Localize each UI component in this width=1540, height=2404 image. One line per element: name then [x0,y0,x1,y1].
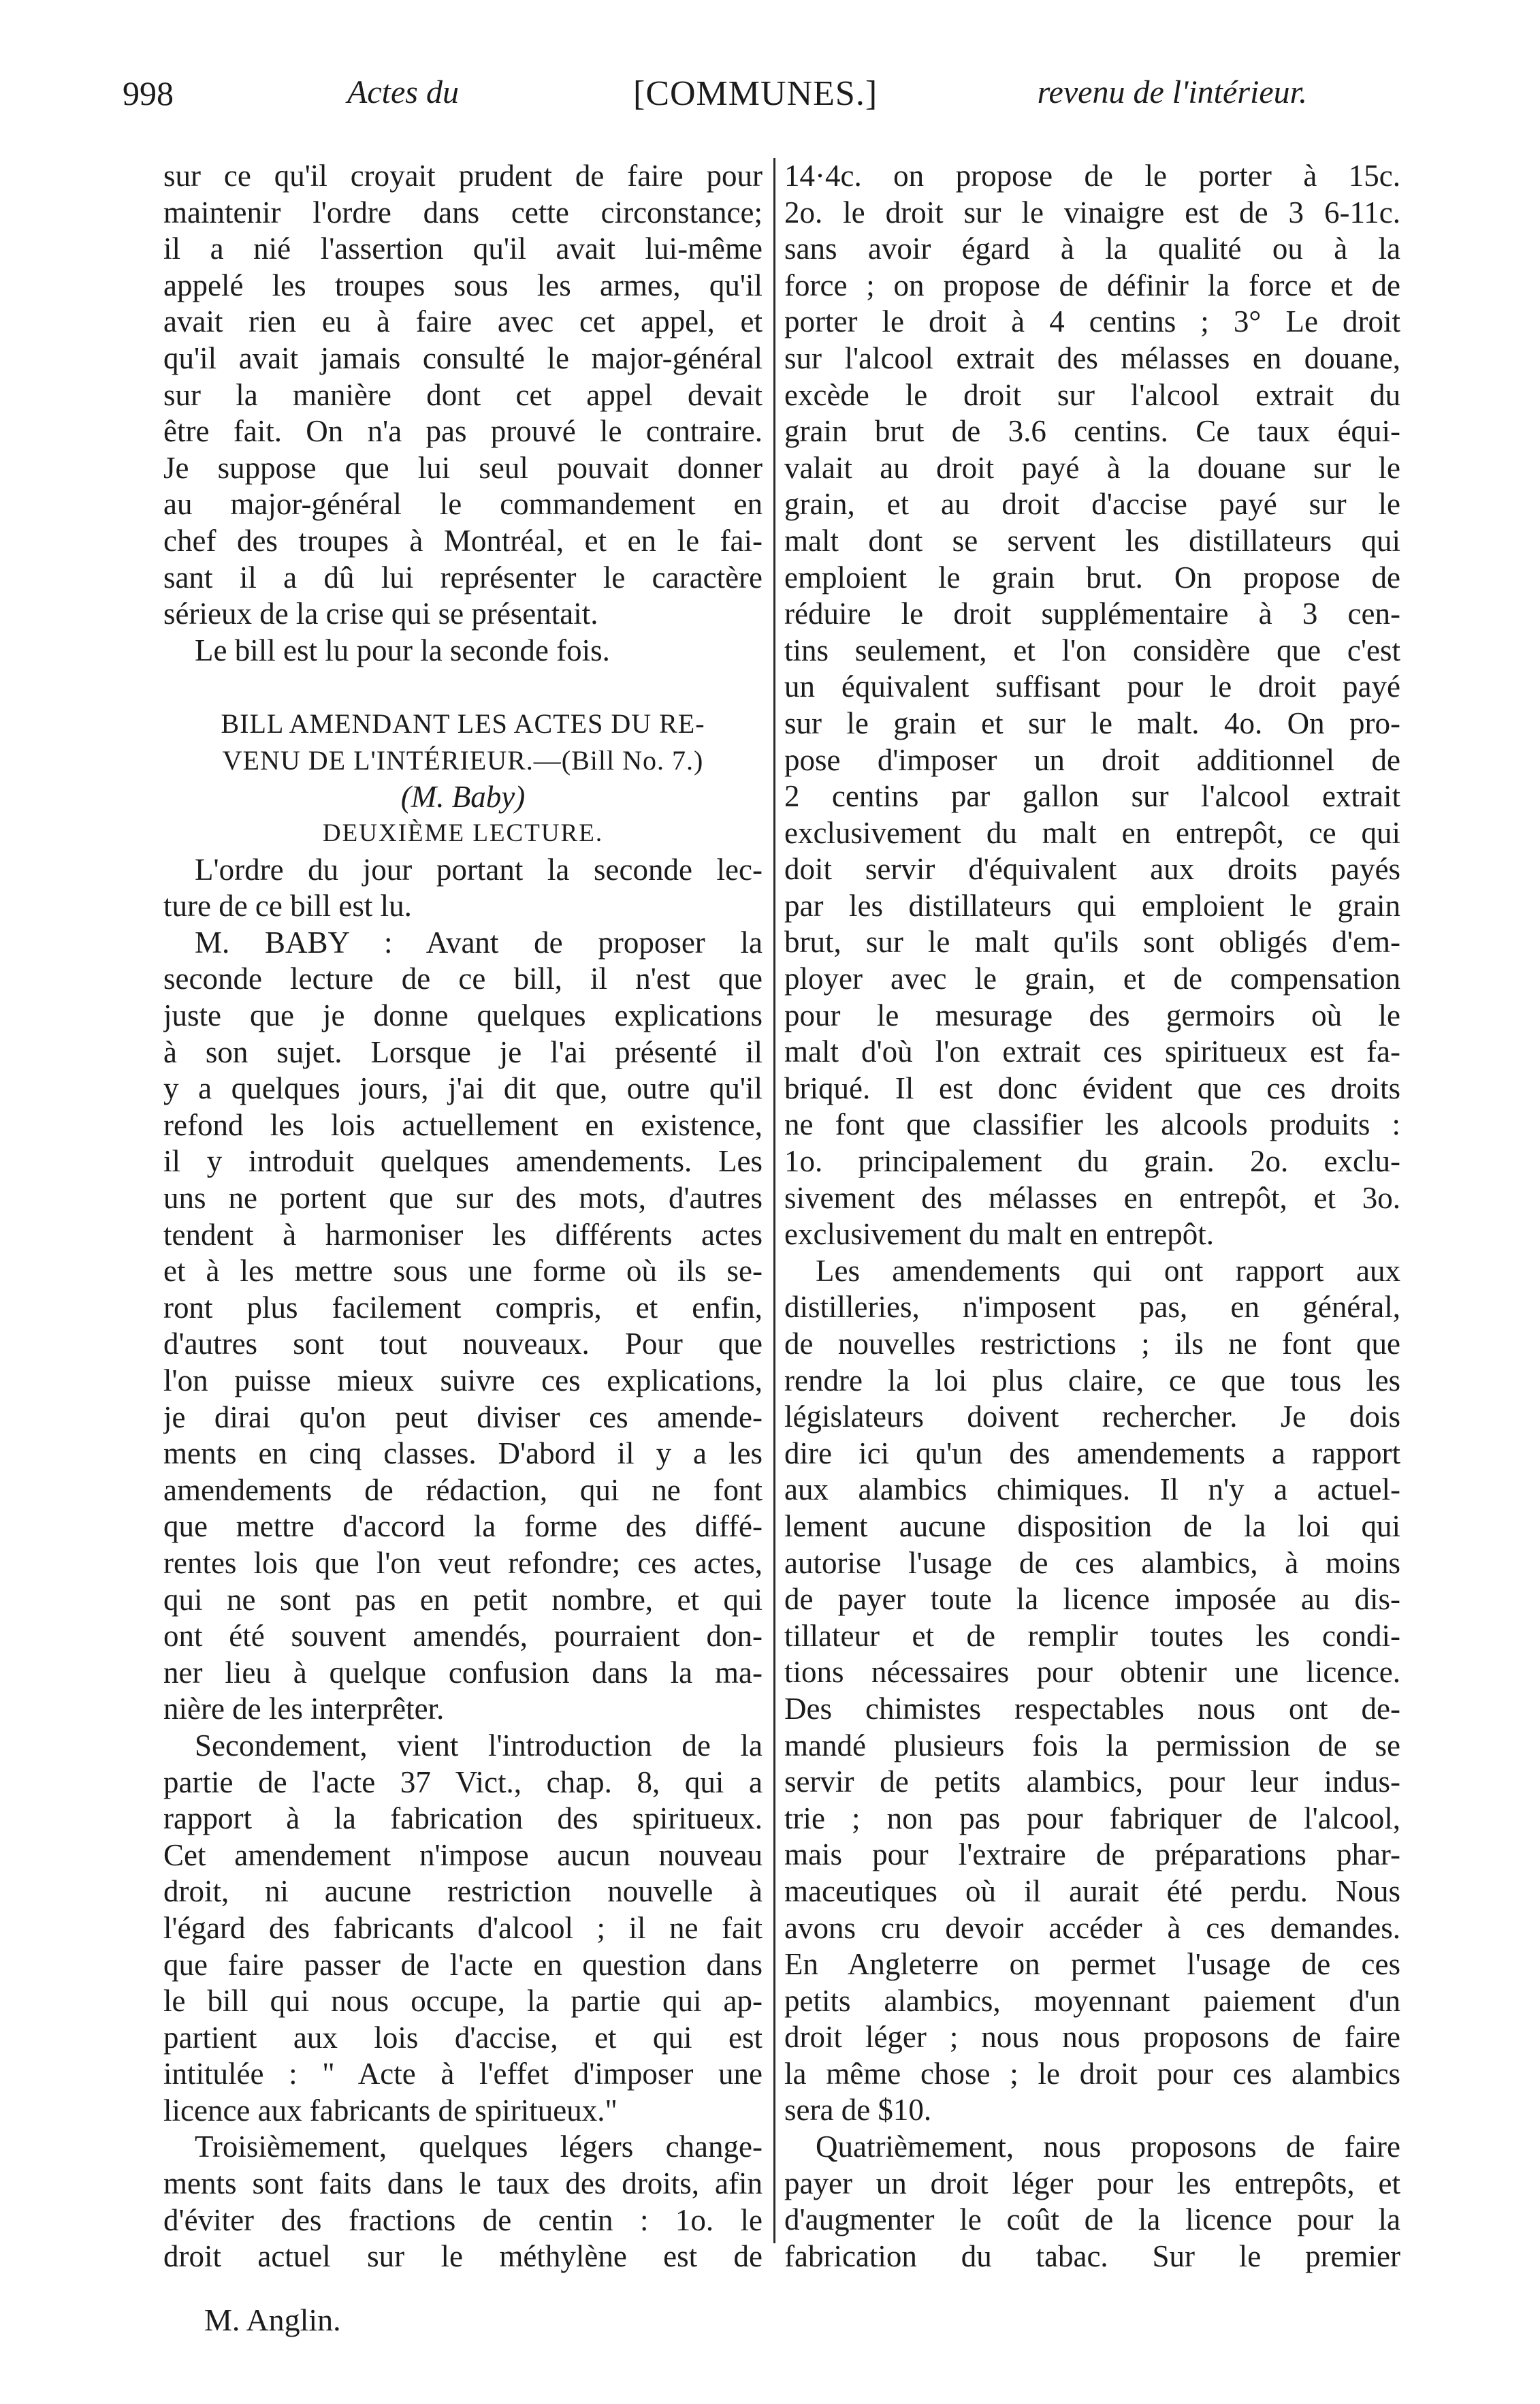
right-column-line: trie ; non pas pour fabriquer de l'alcool, [784,1801,1400,1835]
right-column-line: doit servir d'équivalent aux droits payés [784,852,1400,887]
right-column-line: Quatrièmement, nous proposons de faire [816,2130,1400,2164]
right-column-line: la même chose ; le droit pour ces alambics [784,2056,1400,2091]
right-column-line: exclusivement du malt en entrepôt, ce qui [784,815,1400,850]
left-column-line: ront plus facilement compris, et enfin, [163,1290,763,1325]
left-column-line: seconde lecture de ce bill, il n'est que [163,962,763,996]
left-column-line: qu'il avait jamais consulté le major-général [163,341,763,375]
right-column-line: avons cru devoir accéder à ces demandes. [784,1910,1400,1945]
left-column-line: ture de ce bill est lu. [163,889,412,923]
left-column-line: licence aux fabricants de spiritueux." [163,2093,617,2128]
left-column-line: amendements de rédaction, qui ne font [163,1472,763,1507]
left-column-line: maintenir l'ordre dans cette circonstance; [163,195,763,230]
left-column-line: il y introduit quelques amendements. Les [163,1144,763,1179]
right-column-line: Les amendements qui ont rapport aux [816,1253,1400,1288]
right-column-line: porter le droit à 4 centins ; 3° Le droit [784,304,1400,339]
left-column-line: avait rien eu à faire avec cet appel, et [163,304,763,339]
left-column-line: sur la manière dont cet appel devait [163,377,763,412]
right-column-line: excède le droit sur l'alcool extrait du [784,377,1400,412]
right-column-line: ployer avec le grain, et de compensation [784,962,1400,996]
left-column-line: ments sont faits dans le taux des droits, afin [163,2166,763,2201]
left-column-line: M. BABY : Avant de proposer la [195,925,763,960]
left-column-line: BILL AMENDANT LES ACTES DU RE- [221,708,705,740]
right-column-line: tins seulement, et l'on considère que c'est [784,633,1400,667]
left-column-line: partient aux lois d'accise, et qui est [163,2020,763,2055]
right-column-line: de nouvelles restrictions ; ils ne font que [784,1327,1400,1361]
left-column-line: ont été souvent amendés, pourraient don- [163,1619,763,1654]
right-column-line: réduire le droit supplémentaire à 3 cen- [784,597,1400,631]
left-column-line: ments en cinq classes. D'abord il y a les [163,1436,763,1471]
right-column-line: servir de petits alambics, pour leur indus- [784,1765,1400,1799]
right-column-line: 2 centins par gallon sur l'alcool extrait [784,779,1400,814]
left-column-line: ner lieu à quelque confusion dans la ma- [163,1655,763,1690]
right-column-line: payer un droit léger pour les entrepôts, et [784,2166,1400,2200]
left-column-line: il a nié l'assertion qu'il avait lui-même [163,232,763,266]
left-column-line: nière de les interprêter. [163,1692,445,1726]
left-column-line: tendent à harmoniser les différents actes [163,1217,763,1252]
right-column-line: 2o. le droit sur le vinaigre est de 3 6-11c. [784,195,1400,230]
left-column-line: partie de l'acte 37 Vict., chap. 8, qui a [163,1765,763,1799]
right-column-line: sur le grain et sur le malt. 4o. On pro- [784,706,1400,740]
left-text-column [163,158,763,2275]
header-left-title: Actes du [347,74,459,110]
left-column-line: sérieux de la crise qui se présentait. [163,597,598,631]
right-column-line: Des chimistes respectables nous ont de- [784,1691,1400,1726]
right-column-line: un équivalent suffisant pour le droit payé [784,669,1400,704]
left-column-line: y a quelques jours, j'ai dit que, outre qu'il [163,1071,763,1106]
right-column-line: d'augmenter le coût de la licence pour la [784,2202,1400,2237]
right-column-line: distilleries, n'imposent pas, en général, [784,1290,1400,1325]
right-text-column [784,158,1400,2275]
left-column-line: uns ne portent que sur des mots, d'autres [163,1181,763,1216]
left-column-line: être fait. On n'a pas prouvé le contraire. [163,414,763,449]
left-column-line [163,669,763,706]
right-column-line: pour le mesurage des germoirs où le [784,998,1400,1032]
right-column-line: briqué. Il est donc évident que ces droits [784,1071,1400,1105]
left-column-line: que mettre d'accord la forme des diffé- [163,1509,763,1544]
right-column-line: valait au droit payé à la douane sur le [784,450,1400,485]
right-column-line: autorise l'usage de ces alambics, à moins [784,1545,1400,1580]
right-column-line: lement aucune disposition de la loi qui [784,1508,1400,1543]
left-column-line: qui ne sont pas en petit nombre, et qui [163,1582,763,1617]
right-column-line: sera de $10. [784,2093,932,2128]
page-header [123,74,1307,128]
right-column-line: mais pour l'extraire de préparations phar- [784,1837,1400,1872]
header-center-title: [COMMUNES.] [633,74,878,113]
right-column-line: maceutiques où il aurait été perdu. Nous [784,1873,1400,1908]
left-column-line: d'éviter des fractions de centin : 1o. le [163,2202,763,2237]
left-column-line: L'ordre du jour portant la seconde lec- [195,852,763,887]
left-column-line: (M. Baby) [400,779,526,814]
right-column-line: rendre la loi plus claire, ce que tous les [784,1363,1400,1397]
right-column-line: pose d'imposer un droit additionnel de [784,742,1400,777]
right-column-line: mandé plusieurs fois la permission de se [784,1728,1400,1762]
right-column-line: tillateur et de remplir toutes les condi- [784,1618,1400,1653]
column-divider [773,158,775,2243]
right-column-line: malt d'où l'on extrait ces spiritueux est fa- [784,1034,1400,1069]
right-column-line: 14·4c. on propose de le porter à 15c. [784,159,1400,193]
right-column-line: grain, et au droit d'accise payé sur le [784,487,1400,522]
left-column-line: intitulée : " Acte à l'effet d'imposer une [163,2057,763,2091]
right-column-line: petits alambics, moyennant paiement d'un [784,1983,1400,2018]
left-column-line: VENU DE L'INTÉRIEUR.—(Bill No. 7.) [222,744,704,776]
left-column-line: que faire passer de l'acte en question dans [163,1947,763,1982]
left-column-line: rentes lois que l'on veut refondre; ces actes, [163,1545,763,1580]
left-column-line: le bill qui nous occupe, la partie qui ap- [163,1984,763,2019]
right-column-line: emploient le grain brut. On propose de [784,560,1400,595]
right-column-line: aux alambics chimiques. Il n'y a actuel- [784,1472,1400,1507]
right-column-line: par les distillateurs qui emploient le grain [784,888,1400,923]
footer-speaker: M. Anglin. [204,2303,341,2337]
left-column-line: DEUXIÈME LECTURE. [322,819,604,848]
right-column-line: brut, sur le malt qu'ils sont obligés d'em- [784,925,1400,960]
right-column-line: force ; on propose de définir la force et de [784,268,1400,302]
left-column-line: Le bill est lu pour la seconde fois. [195,633,610,667]
right-column-line: de payer toute la licence imposée au dis- [784,1582,1400,1617]
right-column-line: 1o. principalement du grain. 2o. exclu- [784,1144,1400,1179]
right-column-line: législateurs doivent rechercher. Je dois [784,1399,1400,1434]
right-column-line: grain brut de 3.6 centins. Ce taux équi- [784,414,1400,449]
left-column-line: à son sujet. Lorsque je l'ai présenté il [163,1034,763,1069]
left-column-line: rapport à la fabrication des spiritueux. [163,1801,763,1836]
right-column-line: tions nécessaires pour obtenir une licence. [784,1655,1400,1690]
left-column-line: chef des troupes à Montréal, et en le fai- [163,523,763,558]
left-column-line: Cet amendement n'impose aucun nouveau [163,1837,763,1872]
left-column-line: au major-général le commandement en [163,487,763,522]
right-column-line: malt dont se servent les distillateurs qui [784,523,1400,558]
right-column-line: fabrication du tabac. Sur le premier [784,2239,1400,2273]
right-column-line: sans avoir égard à la qualité ou à la [784,232,1400,266]
page-number: 998 [123,74,174,112]
left-column-line: Troisièmement, quelques légers change- [195,2130,763,2164]
left-column-line: sant il a dû lui représenter le caractère [163,560,763,595]
right-column-line: sivement des mélasses en entrepôt, et 3o. [784,1180,1400,1215]
right-column-line: En Angleterre on permet l'usage de ces [784,1947,1400,1982]
left-column-line: Secondement, vient l'introduction de la [195,1728,763,1762]
right-column-line: ne font que classifier les alcools produits : [784,1107,1400,1142]
right-column-line: droit léger ; nous nous proposons de faire [784,2020,1400,2055]
left-column-line: juste que je donne quelques explications [163,998,763,1033]
left-column-line: appelé les troupes sous les armes, qu'il [163,268,763,302]
left-column-line: refond les lois actuellement en existence, [163,1107,763,1142]
left-column-line: sur ce qu'il croyait prudent de faire pour [163,159,763,193]
left-column-line: droit actuel sur le méthylène est de [163,2239,763,2274]
left-column-line: droit, ni aucune restriction nouvelle à [163,1874,763,1909]
left-column-line: l'égard des fabricants d'alcool ; il ne fait [163,1910,763,1945]
right-column-line: sur l'alcool extrait des mélasses en douane, [784,341,1400,375]
right-column-line: dire ici qu'un des amendements a rapport [784,1436,1400,1470]
left-column-line: Je suppose que lui seul pouvait donner [163,450,763,485]
right-column-line: exclusivement du malt en entrepôt. [784,1217,1215,1252]
left-column-line: et à les mettre sous une forme où ils se- [163,1254,763,1288]
left-column-line: je dirai qu'on peut diviser ces amende- [163,1399,763,1434]
left-column-line: d'autres sont tout nouveaux. Pour que [163,1327,763,1361]
left-column-line: l'on puisse mieux suivre ces explications, [163,1363,763,1397]
header-right-title: revenu de l'intérieur. [1037,74,1307,110]
